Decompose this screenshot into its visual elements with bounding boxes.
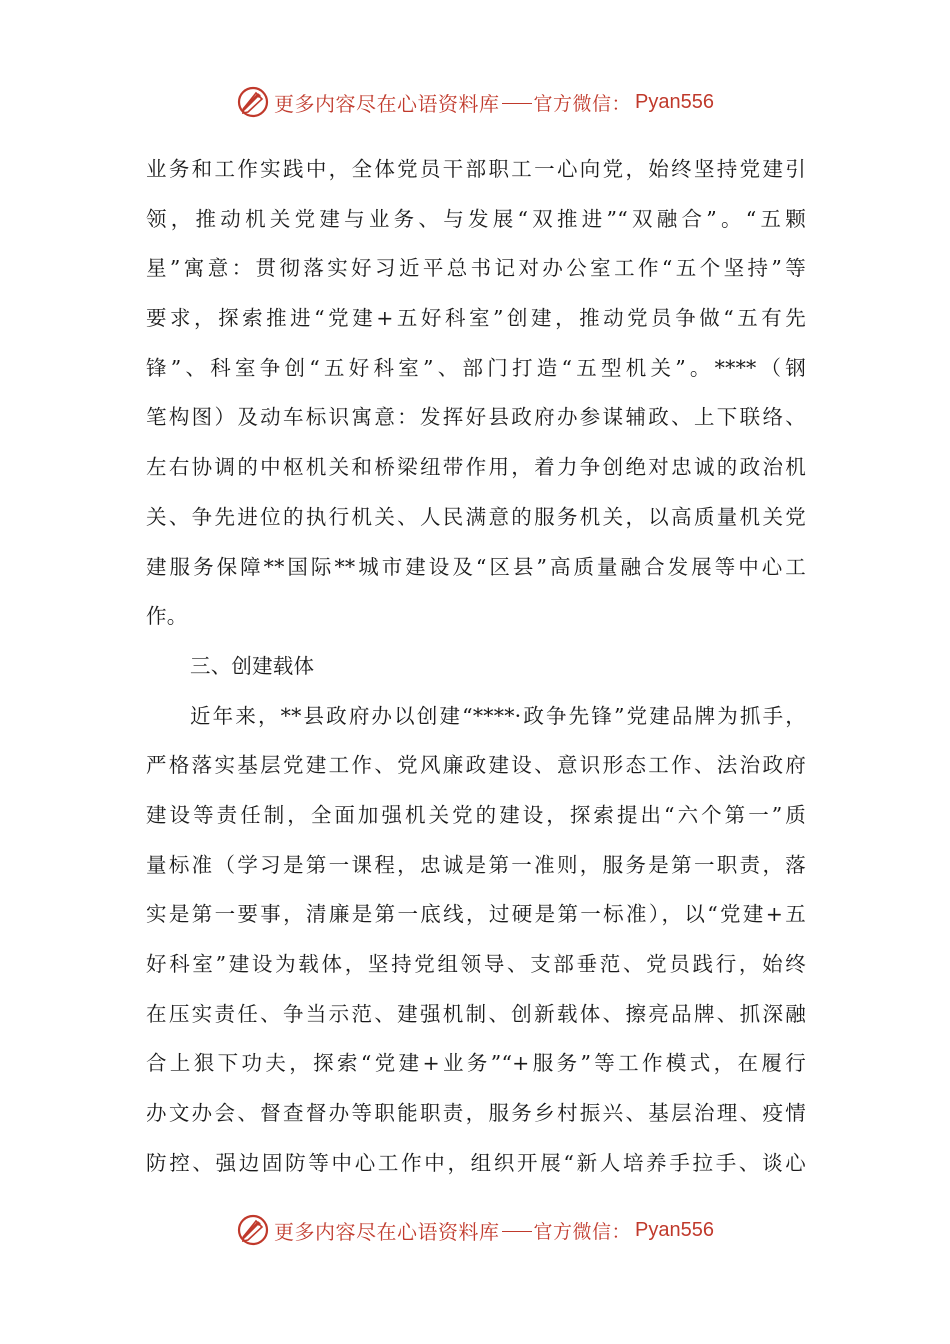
body-line: 要求，探索推进“党建+五好科室”创建，推动党员争做“五有先 [146,306,806,331]
body-line: 严格落实基层党建工作、党风廉政建设、意识形态工作、法治政府 [146,753,806,778]
body-line: 星”寓意：贯彻落实好习近平总书记对办公室工作“五个坚持”等 [146,256,806,281]
body-line: 锋”、科室争创“五好科室”、部门打造“五型机关”。****（钢 [146,355,806,380]
body-line: 在压实责任、争当示范、建强机制、创新载体、擦亮品牌、抓深融 [146,1001,806,1026]
banner-lead-text: 更多内容尽在心语资料库 [274,91,500,116]
banner-wechat-label: 官方微信： [533,92,632,115]
body-line: 建设等责任制，全面加强机关党的建设，探索提出“六个第一”质 [146,802,806,827]
body-line: 作。 [146,604,188,629]
body-line: 好科室”建设为载体，坚持党组领导、支部垂范、党员践行，始终 [146,952,806,976]
pen-logo-icon [236,1213,270,1247]
banner-dash [502,103,532,104]
footer-banner [0,1208,950,1252]
body-line: 关、争先进位的执行机关、人民满意的服务机关，以高质量机关党 [146,504,806,529]
body-line: 实是第一要事，清廉是第一底线，过硬是第一标准），以“党建+五 [146,902,806,927]
body-line: 左右协调的中枢机关和桥梁纽带作用，着力争创绝对忠诚的政治机 [146,455,806,480]
body-line: 近年来，**县政府办以创建“****·政争先锋”党建品牌为抓手， [190,703,806,728]
body-line: 业务和工作实践中，全体党员干部职工一心向党，始终坚持党建引 [146,157,806,181]
section-heading: 三、创建载体 [190,653,315,678]
body-line: 办文办会、督查督办等职能职责，服务乡村振兴、基层治理、疫情 [146,1101,806,1126]
document-body [146,145,806,1188]
body-line: 建服务保障**国际**城市建设及“区县”高质量融合发展等中心工 [146,554,806,579]
body-line: 防控、强边固防等中心工作中，组织开展“新人培养手拉手、谈心 [146,1150,806,1175]
header-banner [0,80,950,124]
body-line: 合上狠下功夫，探索“党建+业务”“+服务”等工作模式，在履行 [146,1051,806,1076]
banner-lead-text: 更多内容尽在心语资料库 [274,1219,500,1244]
pen-logo-icon [236,85,270,119]
banner-wechat-label: 官方微信： [533,1220,632,1243]
banner-dash [502,1231,532,1232]
banner-wechat-id: Pyan556 [635,90,714,113]
body-line: 笔构图）及动车标识寓意：发挥好县政府办参谋辅政、上下联络、 [146,405,806,430]
body-line: 量标准（学习是第一课程，忠诚是第一准则，服务是第一职责，落 [146,852,806,877]
banner-wechat-id: Pyan556 [635,1218,714,1241]
body-line: 领，推动机关党建与业务、与发展“双推进”“双融合”。“五颗 [146,206,806,231]
